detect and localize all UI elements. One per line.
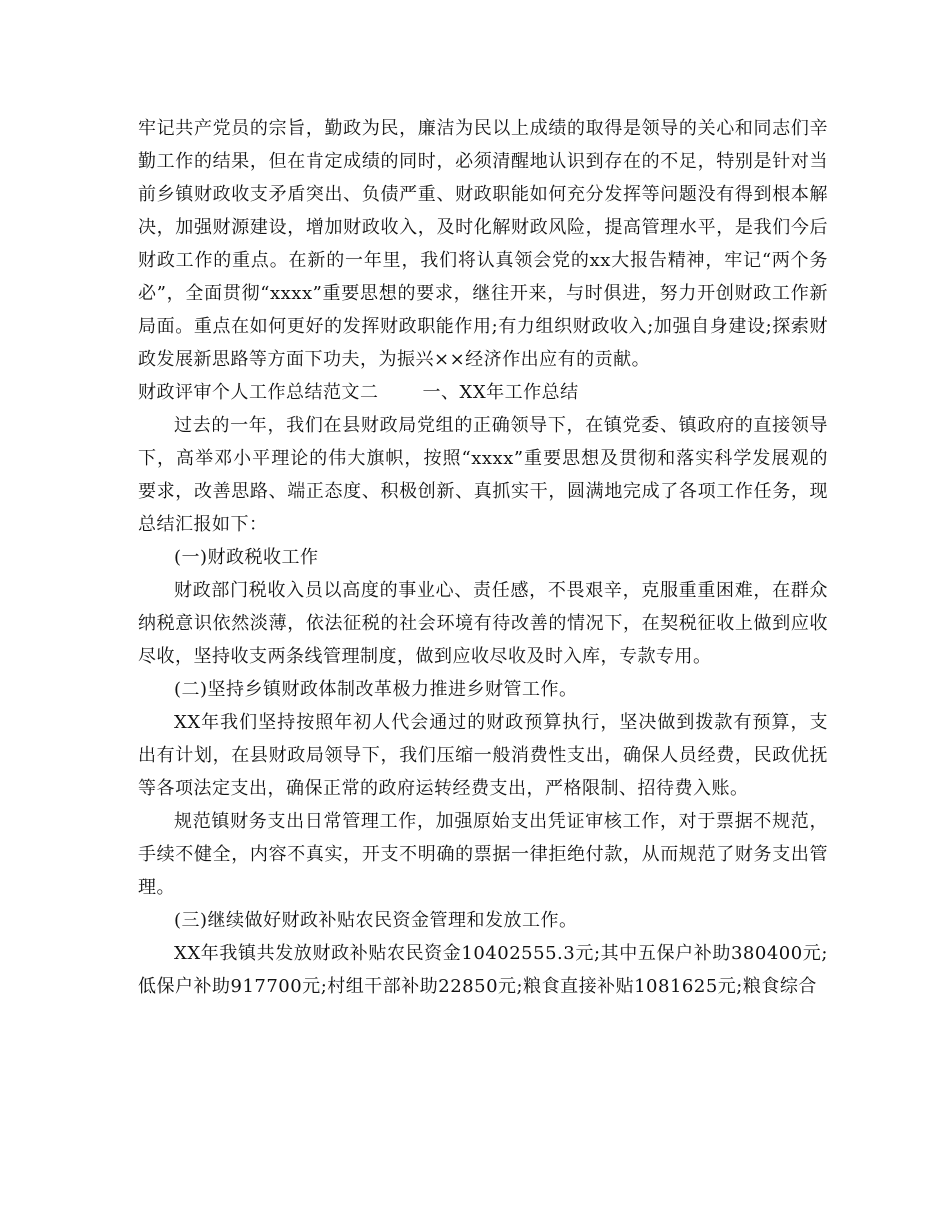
heading-subsidy-work: (三)继续做好财政补贴农民资金管理和发放工作。 (174, 910, 578, 931)
heading-system-reform: (二)坚持乡镇财政体制改革极力推进乡财管工作。 (174, 679, 578, 700)
section-title: 财政评审个人工作总结范文二 (138, 382, 379, 403)
document-body (138, 112, 828, 1003)
section-title-line (138, 376, 828, 409)
heading-tax-work: (一)财政税收工作 (174, 547, 319, 568)
section-subtitle: 一、XX年工作总结 (422, 382, 579, 403)
intro-paragraph: 牢记共产党员的宗旨，勤政为民，廉洁为民以上成绩的取得是领导的关心和同志们辛勤工作的结果，但在肯定成绩的同时，必须清醒地认识到存在的不足，特别是针对当前乡镇财政收支矛盾突出、负债严重、财政职能如何充分发挥等问题没有得到根本解决，加强财源建设，增加财政收入，及时化解财政风险，提高管理水平，是我们今后财政工作的重点。在新的一年里，我们将认真领会党的xx大报告精神，牢记“两个务必”，全面贯彻“xxxx”重要思想的要求，继往开来，与时俱进，努力开创财政工作新局面。重点在如何更好的发挥财政职能作用;有力组织财政收入;加强自身建设;探索财政发展新思路等方面下功夫，为振兴××经济作出应有的贡献。 (138, 118, 828, 370)
budget-paragraph: XX年我们坚持按照年初人代会通过的财政预算执行，坚决做到拨款有预算，支出有计划，在县财政局领导下，我们压缩一般消费性支出，确保人员经费，民政优抚等各项法定支出，确保正常的政府运转经费支出，严格限制、招待费入账。 (138, 712, 828, 799)
expenditure-paragraph: 规范镇财务支出日常管理工作，加强原始支出凭证审核工作，对于票据不规范，手续不健全，内容不真实，开支不明确的票据一律拒绝付款，从而规范了财务支出管理。 (138, 811, 828, 898)
subsidy-paragraph: XX年我镇共发放财政补贴农民资金10402555.3元;其中五保户补助380400元;低保户补助917700元;村组干部补助22850元;粮食直接补贴1081625元;粮食综合 (138, 943, 828, 997)
summary-paragraph: 过去的一年，我们在县财政局党组的正确领导下，在镇党委、镇政府的直接领导下，高举邓小平理论的伟大旗帜，按照“xxxx”重要思想及贯彻和落实科学发展观的要求，改善思路、端正态度、积极创新、真抓实干，圆满地完成了各项工作任务，现总结汇报如下： (138, 415, 828, 535)
tax-work-paragraph: 财政部门税收入员以高度的事业心、责任感，不畏艰辛，克服重重困难，在群众纳税意识依然淡薄，依法征税的社会环境有待改善的情况下，在契税征收上做到应收尽收，坚持收支两条线管理制度，做到应收尽收及时入库，专款专用。 (138, 580, 828, 667)
